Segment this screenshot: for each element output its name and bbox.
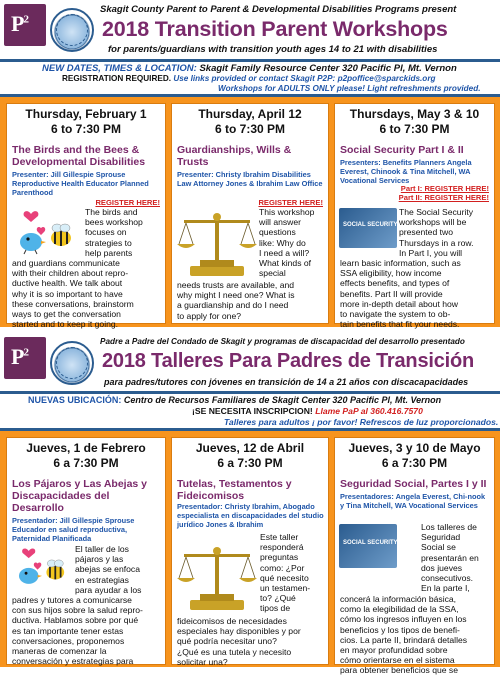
- card-title: The Birds and the Bees & Developmental Disabilities: [12, 144, 146, 168]
- p2p-logo: $P^2$: [4, 4, 46, 46]
- card-title: Los Pájaros y Las Abejas y Discapacidades del Desarrollo: [12, 478, 148, 514]
- card-description: learn basic information, such as SSA eligibility, how income effects benefits, and types of benefits. Part II will provide more in-depth detail about how to navigate the system to ob- tain benefits that fit your needs.: [340, 258, 461, 330]
- workshop-cards: [0, 431, 500, 676]
- location-value: Centro de Recursos Familiares de Skagit Center 320 Pacific Pl, Mt. Vernon: [123, 395, 442, 405]
- contact-phone[interactable]: Llame PaP al 360.416.7570: [315, 406, 423, 416]
- english-flyer: [0, 0, 500, 330]
- skagit-county-seal-icon: [50, 8, 94, 52]
- social-security-card-icon: SOCIAL SECURITY: [339, 524, 397, 568]
- location-label: NEW DATES, TIMES & LOCATION:: [42, 63, 197, 74]
- card-description: and guardians communicate with their children about repro- ductive health. We talk about why it is so important to have these conversations, brainstorm ways to get the conversation started and to keep it going.: [12, 258, 134, 330]
- program-line: Padre a Padre del Condado de Skagit y programas de discapacidad del desarrollo presentado: [100, 337, 465, 346]
- workshop-card-feb: [6, 437, 166, 665]
- register-link[interactable]: REGISTER HERE!: [95, 198, 160, 207]
- card-description-side: Este taller responderá preguntas como: ¿Por qué necesito un testamen- to? ¿Qué tipos de: [260, 532, 311, 614]
- info-band: [0, 59, 500, 97]
- info-band: [0, 391, 500, 431]
- birds-and-bee-icon: [11, 208, 81, 256]
- p2p-logo: $P^2$: [4, 337, 46, 379]
- program-line: Skagit County Parent to Parent & Developmental Disabilities Programs present: [100, 4, 457, 15]
- register-part2-link[interactable]: REGISTER HERE!: [424, 193, 489, 202]
- scales-of-justice-icon: [176, 208, 258, 280]
- card-title: Seguridad Social, Partes I y II: [340, 478, 487, 490]
- social-security-card-icon: SOCIAL SECURITY: [339, 208, 397, 248]
- card-description-side: The Social Security workshops will be presented two Thursdays in a row. In Part I, you will: [399, 207, 474, 258]
- spanish-flyer: [0, 333, 500, 676]
- card-description: needs trusts are available, and why might I need one? What is a guardianship and do I need to apply for one?: [177, 280, 295, 321]
- skagit-county-seal-icon: [50, 341, 94, 385]
- card-description: concerá la información básica, como la elegibilidad de la SSA, cómo los ingresos influyen en los beneficios y los tipos de benefi- cios. La parte II, brindará detalles en mayor profundidad sobre cómo orientarse en el sistema para obtener beneficios que se: [340, 594, 468, 676]
- card-date: Jueves, 3 y 10 de Mayo 6 a 7:30 PM: [348, 441, 481, 470]
- card-presenter: Presentador: Jill Gillespie Sprouse Educador en salud reproductiva, Paternidad Planificada: [12, 516, 135, 543]
- card-description-side: This workshop will answer questions like: Why do I need a will? What kinds of special: [259, 207, 315, 279]
- register-link[interactable]: REGISTER HERE!: [258, 198, 323, 207]
- registration-required: ¡SE NECESITA INSCRIPCION!: [192, 406, 313, 416]
- card-date: Thursdays, May 3 & 10 6 to 7:30 PM: [349, 107, 480, 136]
- workshop-card-may: [334, 103, 495, 330]
- contact-text: Use links provided or contact Skagit P2P:: [173, 74, 336, 83]
- adults-only-note: Workshops for ADULTS ONLY please! Light refreshments provided.: [218, 84, 481, 93]
- card-date: Thursday, February 1 6 to 7:30 PM: [25, 107, 147, 136]
- card-title: Tutelas, Testamentos y Fideicomisos: [177, 478, 292, 502]
- card-description-side: Los talleres de Seguridad Social se presentarán en dos jueves consecutivos. En la parte I,: [421, 522, 479, 594]
- card-description-side: El taller de los pájaros y las abejas se enfoca en estrategias para ayudar a los: [75, 544, 142, 595]
- card-title: Guardianships, Wills & Trusts: [177, 144, 292, 168]
- card-date: Jueves, 1 de Febrero 6 a 7:30 PM: [26, 441, 146, 470]
- workshop-cards: [0, 97, 500, 330]
- flyer-title: 2018 Talleres Para Padres de Transición: [102, 350, 475, 372]
- birds-and-bee-icon: [11, 544, 73, 590]
- register-part1: Part I: REGISTER HERE!: [400, 184, 489, 193]
- card-date: Thursday, April 12 6 to 7:30 PM: [198, 107, 302, 136]
- card-presenter: Presenter: Jill Gillespie Sprouse Reproductive Health Educator Planned Parenthood: [12, 170, 149, 197]
- workshop-card-feb: [6, 103, 166, 330]
- scales-of-justice-icon: [176, 542, 258, 614]
- card-presenter: Presenter: Christy Ibrahim Disabilities Law Attorney Jones & Ibrahim Law Office: [177, 170, 323, 188]
- adults-only-note: Talleres para adultos ¡ por favor! Refrescos de luz proporcionados.: [224, 417, 499, 427]
- card-description-side: The birds and bees workshop focuses on strategies to help parents: [85, 207, 143, 258]
- card-presenter: Presenters: Benefits Planners Angela Everest, Chinook & Tina Mitchell, WA Vocational Services: [340, 158, 472, 185]
- card-presenter: Presentador: Christy Ibrahim, Abogado especialista en discapacidades del studio jurídico Jones & Ibrahim: [177, 502, 324, 529]
- contact-email-link[interactable]: p2poffice@sparckids.org: [337, 74, 436, 83]
- flyer-title: 2018 Transition Parent Workshops: [102, 17, 448, 41]
- workshop-card-apr: [171, 103, 329, 324]
- workshop-card-apr: [171, 437, 329, 665]
- flyer-subtitle: for parents/guardians with transition youth ages 14 to 21 with disabilities: [108, 44, 438, 55]
- location-value: Skagit Family Resource Center 320 Pacific Pl, Mt. Vernon: [199, 63, 457, 74]
- location-label: NUEVAS UBICACIÓN:: [28, 395, 122, 405]
- workshop-card-may: [334, 437, 495, 676]
- card-presenter: Presentadores: Angela Everest, Chi-nook y Tina Mitchell, WA Vocational Services: [340, 492, 486, 510]
- card-date: Jueves, 12 de Abril 6 a 7:30 PM: [195, 441, 305, 470]
- card-description: fideicomisos de necesidades especiales hay disponibles y por qué podría necesitar uno? ¿Qué es una tutela y necesito solicitar una?: [177, 616, 301, 667]
- flyer-subtitle: para padres/tutores con jóvenes en transición de 14 a 21 años con discacapacidades: [104, 377, 469, 387]
- card-description: padres y tutores a comunicarse con sus hijos sobre la salud repro- ductiva. Hablamos sobre por qué es tan importante tener estas conversaciones, proponemos maneras de comenzar la conversación y estrategias para: [12, 595, 143, 667]
- register-part1-link[interactable]: REGISTER HERE!: [424, 184, 489, 193]
- card-title: Social Security Part I & II: [340, 144, 464, 156]
- registration-required: REGISTRATION REQUIRED.: [62, 74, 172, 83]
- register-part2: Part II: REGISTER HERE!: [398, 193, 489, 202]
